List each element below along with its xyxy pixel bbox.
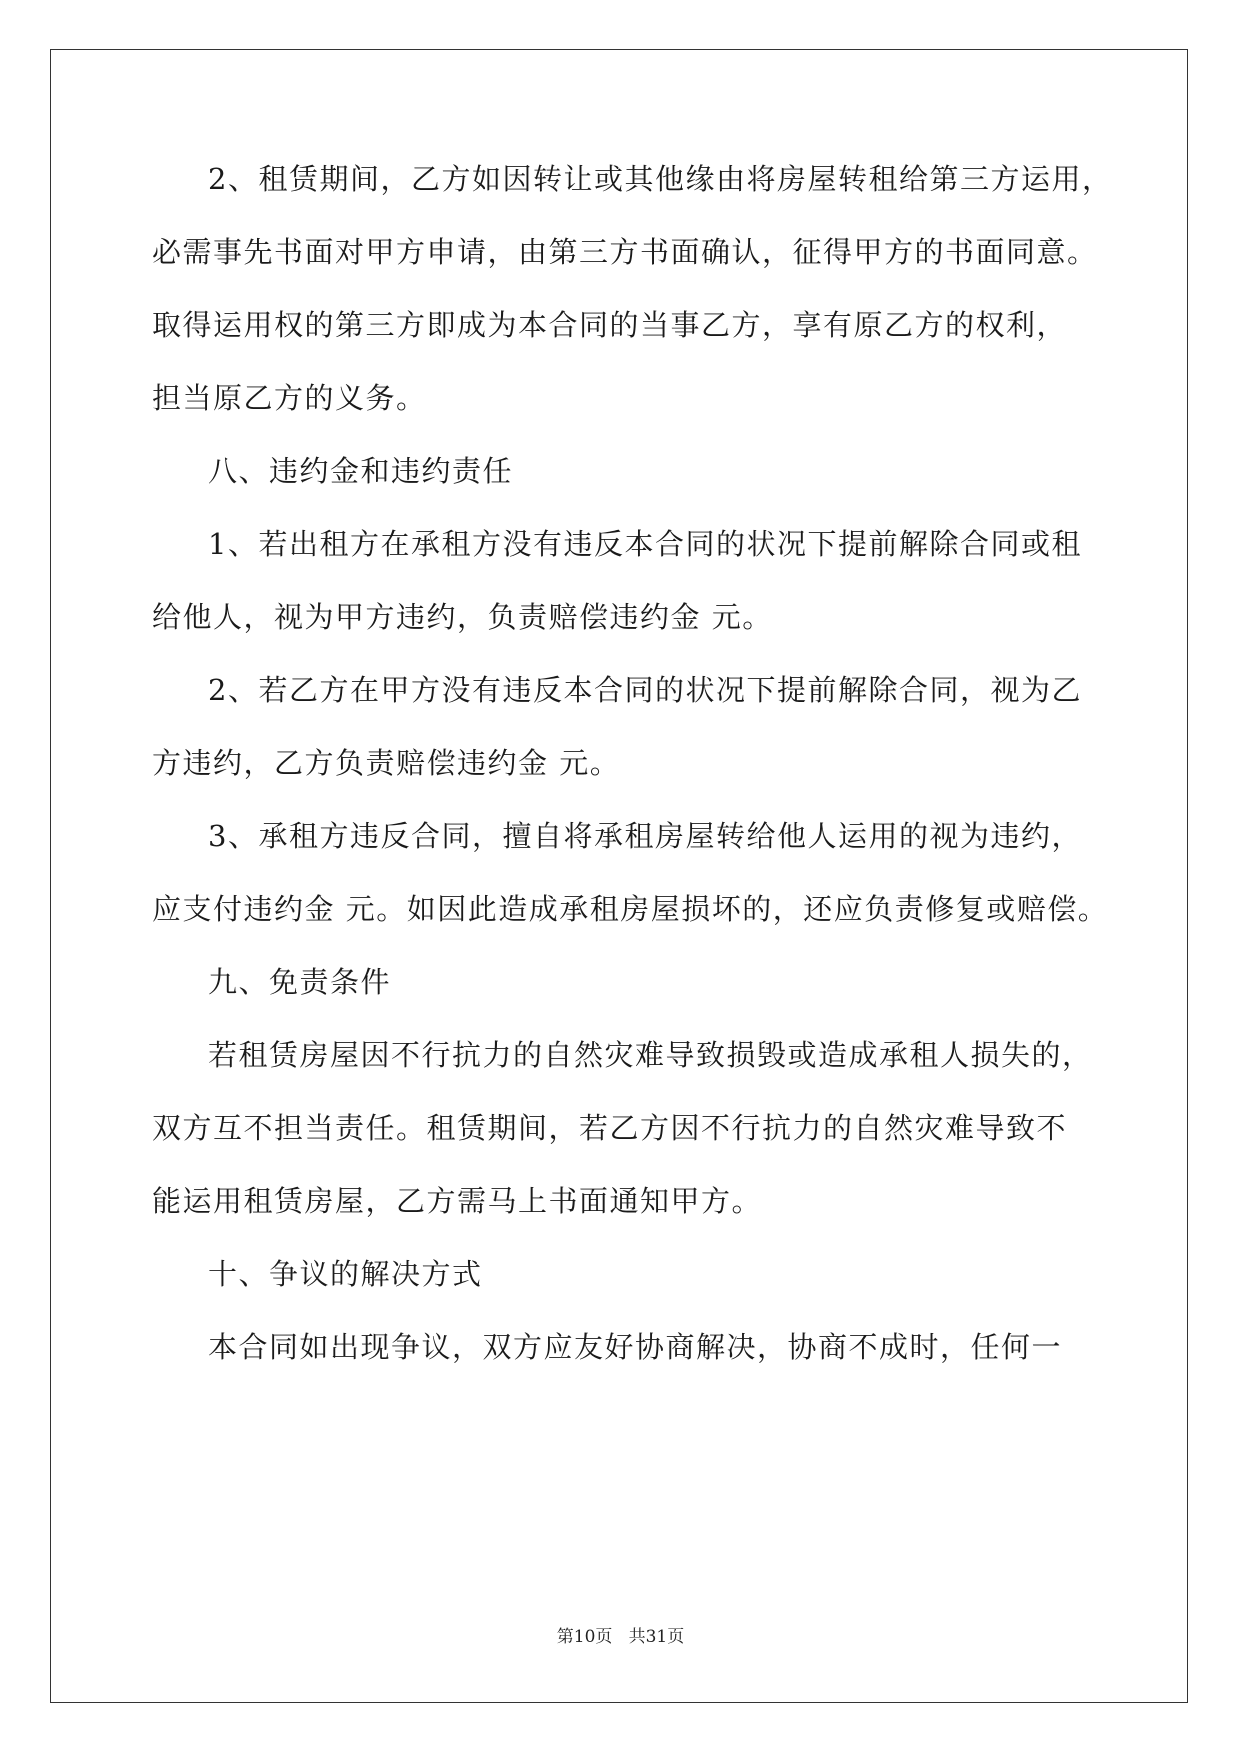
paragraph-line: 若租赁房屋因不行抗力的自然灾难导致损毁或造成承租人损失的， [208, 1038, 1093, 1072]
paragraph-line: 双方互不担当责任。租赁期间，若乙方因不行抗力的自然灾难导致不 [152, 1111, 1068, 1145]
page-number-footer: 第10页 共31页 [556, 1627, 685, 1647]
section-heading: 十、争议的解决方式 [208, 1257, 483, 1291]
paragraph-line: 应支付违约金 元。如因此造成承租房屋损坏的，还应负责修复或赔偿。 [152, 892, 1109, 926]
paragraph-line: 给他人，视为甲方违约，负责赔偿违约金 元。 [152, 600, 773, 634]
paragraph-line: 2、租赁期间，乙方如因转让或其他缘由将房屋转租给第三方运用， [208, 162, 1113, 196]
paragraph-line: 必需事先书面对甲方申请，由第三方书面确认，征得甲方的书面同意。 [152, 235, 1098, 269]
section-heading: 八、违约金和违约责任 [208, 454, 514, 488]
paragraph-line: 担当原乙方的义务。 [152, 381, 427, 415]
paragraph-line: 1、若出租方在承租方没有违反本合同的状况下提前解除合同或租 [208, 527, 1082, 561]
paragraph-line: 方违约，乙方负责赔偿违约金 元。 [152, 746, 621, 780]
paragraph-line: 取得运用权的第三方即成为本合同的当事乙方，享有原乙方的权利， [152, 308, 1068, 342]
paragraph-line: 3、承租方违反合同，擅自将承租房屋转给他人运用的视为违约， [208, 819, 1082, 853]
paragraph-line: 2、若乙方在甲方没有违反本合同的状况下提前解除合同，视为乙 [208, 673, 1082, 707]
section-heading: 九、免责条件 [208, 965, 392, 999]
page-frame [50, 49, 1188, 1703]
paragraph-line: 本合同如出现争议，双方应友好协商解决，协商不成时，任何一 [208, 1330, 1063, 1364]
paragraph-line: 能运用租赁房屋，乙方需马上书面通知甲方。 [152, 1184, 763, 1218]
